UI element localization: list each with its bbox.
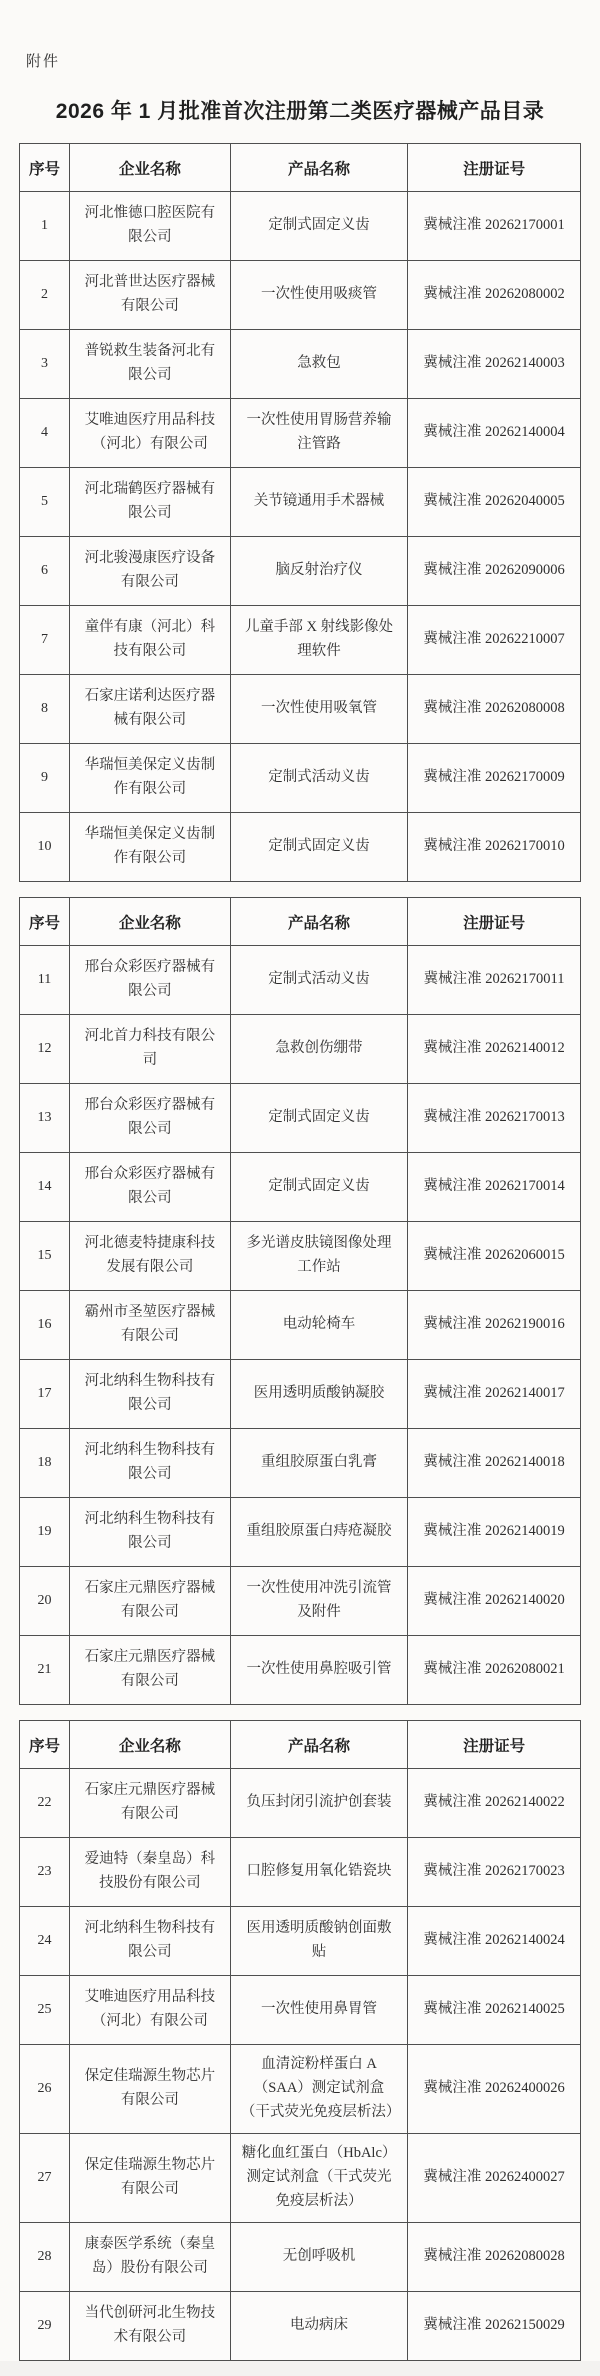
product-cell: 急救创伤绷带 xyxy=(230,1015,407,1084)
cert-cell: 冀械注准 20262170013 xyxy=(408,1084,581,1153)
product-cell: 负压封闭引流护创套装 xyxy=(230,1769,407,1838)
no-cell: 3 xyxy=(20,330,70,399)
table-row xyxy=(20,2133,581,2222)
table-row xyxy=(20,1567,581,1636)
column-header: 序号 xyxy=(20,1721,70,1769)
no-cell: 26 xyxy=(20,2045,70,2134)
cert-cell: 冀械注准 20262190016 xyxy=(408,1291,581,1360)
table-row xyxy=(20,675,581,744)
cert-cell: 冀械注准 20262140025 xyxy=(408,1976,581,2045)
company-cell: 保定佳瑞源生物芯片有限公司 xyxy=(69,2045,230,2134)
company-cell: 艾唯迪医疗用品科技（河北）有限公司 xyxy=(69,1976,230,2045)
table-row xyxy=(20,1153,581,1222)
table-row xyxy=(20,1498,581,1567)
cert-cell: 冀械注准 20262080021 xyxy=(408,1636,581,1705)
no-cell: 2 xyxy=(20,261,70,330)
product-cell: 一次性使用鼻胃管 xyxy=(230,1976,407,2045)
cert-cell: 冀械注准 20262140004 xyxy=(408,399,581,468)
cert-cell: 冀械注准 20262140022 xyxy=(408,1769,581,1838)
product-cell: 电动病床 xyxy=(230,2291,407,2360)
attachment-label: 附件 xyxy=(26,53,61,70)
product-cell: 定制式固定义齿 xyxy=(230,192,407,261)
cert-cell: 冀械注准 20262080008 xyxy=(408,675,581,744)
no-cell: 13 xyxy=(20,1084,70,1153)
no-cell: 18 xyxy=(20,1429,70,1498)
product-cell: 定制式固定义齿 xyxy=(230,813,407,882)
product-cell: 一次性使用鼻腔吸引管 xyxy=(230,1636,407,1705)
registry-table-2 xyxy=(19,897,581,1705)
cert-cell: 冀械注准 20262060015 xyxy=(408,1222,581,1291)
company-cell: 华瑞恒美保定义齿制作有限公司 xyxy=(69,744,230,813)
cert-cell: 冀械注准 20262170001 xyxy=(408,192,581,261)
cert-cell: 冀械注准 20262150029 xyxy=(408,2291,581,2360)
product-cell: 定制式活动义齿 xyxy=(230,946,407,1015)
cert-cell: 冀械注准 20262140012 xyxy=(408,1015,581,1084)
table-row xyxy=(20,1291,581,1360)
column-header: 序号 xyxy=(20,144,70,192)
table-row xyxy=(20,261,581,330)
column-header: 产品名称 xyxy=(230,144,407,192)
column-header: 企业名称 xyxy=(69,1721,230,1769)
column-header: 注册证号 xyxy=(408,1721,581,1769)
table-row xyxy=(20,1769,581,1838)
table-row xyxy=(20,813,581,882)
no-cell: 25 xyxy=(20,1976,70,2045)
company-cell: 康泰医学系统（秦皇岛）股份有限公司 xyxy=(69,2222,230,2291)
company-cell: 河北骏漫康医疗设备有限公司 xyxy=(69,537,230,606)
product-cell: 一次性使用吸痰管 xyxy=(230,261,407,330)
company-cell: 保定佳瑞源生物芯片有限公司 xyxy=(69,2133,230,2222)
product-cell: 口腔修复用氧化锆瓷块 xyxy=(230,1838,407,1907)
column-header: 注册证号 xyxy=(408,144,581,192)
company-cell: 艾唯迪医疗用品科技（河北）有限公司 xyxy=(69,399,230,468)
no-cell: 23 xyxy=(20,1838,70,1907)
table-row xyxy=(20,2045,581,2134)
table-row xyxy=(20,946,581,1015)
table-row xyxy=(20,1084,581,1153)
column-header: 序号 xyxy=(20,898,70,946)
cert-cell: 冀械注准 20262040005 xyxy=(408,468,581,537)
cert-cell: 冀械注准 20262170009 xyxy=(408,744,581,813)
product-cell: 电动轮椅车 xyxy=(230,1291,407,1360)
table-row xyxy=(20,1838,581,1907)
table-row xyxy=(20,606,581,675)
table-row xyxy=(20,1015,581,1084)
table-row xyxy=(20,1636,581,1705)
company-cell: 河北普世达医疗器械有限公司 xyxy=(69,261,230,330)
cert-cell: 冀械注准 20262170011 xyxy=(408,946,581,1015)
table-row xyxy=(20,1976,581,2045)
no-cell: 21 xyxy=(20,1636,70,1705)
company-cell: 河北德麦特捷康科技发展有限公司 xyxy=(69,1222,230,1291)
no-cell: 8 xyxy=(20,675,70,744)
column-header: 注册证号 xyxy=(408,898,581,946)
company-cell: 河北首力科技有限公司 xyxy=(69,1015,230,1084)
header-row xyxy=(20,898,581,946)
company-cell: 河北纳科生物科技有限公司 xyxy=(69,1907,230,1976)
cert-cell: 冀械注准 20262140018 xyxy=(408,1429,581,1498)
table-row xyxy=(20,1429,581,1498)
company-cell: 河北纳科生物科技有限公司 xyxy=(69,1498,230,1567)
company-cell: 河北纳科生物科技有限公司 xyxy=(69,1360,230,1429)
product-cell: 定制式固定义齿 xyxy=(230,1084,407,1153)
product-cell: 医用透明质酸钠创面敷贴 xyxy=(230,1907,407,1976)
product-cell: 多光谱皮肤镜图像处理工作站 xyxy=(230,1222,407,1291)
product-cell: 一次性使用吸氧管 xyxy=(230,675,407,744)
no-cell: 28 xyxy=(20,2222,70,2291)
company-cell: 邢台众彩医疗器械有限公司 xyxy=(69,1153,230,1222)
company-cell: 童伴有康（河北）科技有限公司 xyxy=(69,606,230,675)
table-row xyxy=(20,744,581,813)
company-cell: 华瑞恒美保定义齿制作有限公司 xyxy=(69,813,230,882)
cert-cell: 冀械注准 20262140017 xyxy=(408,1360,581,1429)
cert-cell: 冀械注准 20262080002 xyxy=(408,261,581,330)
product-cell: 急救包 xyxy=(230,330,407,399)
product-cell: 一次性使用冲洗引流管及附件 xyxy=(230,1567,407,1636)
company-cell: 爱迪特（秦皇岛）科技股份有限公司 xyxy=(69,1838,230,1907)
column-header: 企业名称 xyxy=(69,898,230,946)
no-cell: 10 xyxy=(20,813,70,882)
company-cell: 石家庄诺利达医疗器械有限公司 xyxy=(69,675,230,744)
cert-cell: 冀械注准 20262140024 xyxy=(408,1907,581,1976)
cert-cell: 冀械注准 20262140003 xyxy=(408,330,581,399)
cert-cell: 冀械注准 20262080028 xyxy=(408,2222,581,2291)
table-row xyxy=(20,537,581,606)
table-row xyxy=(20,399,581,468)
company-cell: 河北惟德口腔医院有限公司 xyxy=(69,192,230,261)
company-cell: 邢台众彩医疗器械有限公司 xyxy=(69,946,230,1015)
no-cell: 20 xyxy=(20,1567,70,1636)
no-cell: 14 xyxy=(20,1153,70,1222)
company-cell: 当代创研河北生物技术有限公司 xyxy=(69,2291,230,2360)
company-cell: 石家庄元鼎医疗器械有限公司 xyxy=(69,1769,230,1838)
no-cell: 19 xyxy=(20,1498,70,1567)
cert-cell: 冀械注准 20262170023 xyxy=(408,1838,581,1907)
company-cell: 石家庄元鼎医疗器械有限公司 xyxy=(69,1567,230,1636)
column-header: 产品名称 xyxy=(230,898,407,946)
cert-cell: 冀械注准 20262090006 xyxy=(408,537,581,606)
no-cell: 16 xyxy=(20,1291,70,1360)
product-cell: 一次性使用胃肠营养输注管路 xyxy=(230,399,407,468)
no-cell: 11 xyxy=(20,946,70,1015)
no-cell: 1 xyxy=(20,192,70,261)
no-cell: 15 xyxy=(20,1222,70,1291)
no-cell: 12 xyxy=(20,1015,70,1084)
product-cell: 医用透明质酸钠凝胶 xyxy=(230,1360,407,1429)
product-cell: 重组胶原蛋白痔疮凝胶 xyxy=(230,1498,407,1567)
page-title: 2026 年 1 月批准首次注册第二类医疗器械产品目录 xyxy=(55,100,545,123)
no-cell: 27 xyxy=(20,2133,70,2222)
table-row xyxy=(20,1907,581,1976)
product-cell: 重组胶原蛋白乳膏 xyxy=(230,1429,407,1498)
table-row xyxy=(20,1222,581,1291)
table-row xyxy=(20,2222,581,2291)
registry-table-1 xyxy=(19,143,581,882)
product-cell: 儿童手部 X 射线影像处理软件 xyxy=(230,606,407,675)
product-cell: 脑反射治疗仪 xyxy=(230,537,407,606)
product-cell: 关节镜通用手术器械 xyxy=(230,468,407,537)
company-cell: 普锐救生装备河北有限公司 xyxy=(69,330,230,399)
cert-cell: 冀械注准 20262210007 xyxy=(408,606,581,675)
header-row xyxy=(20,1721,581,1769)
no-cell: 22 xyxy=(20,1769,70,1838)
header-row xyxy=(20,144,581,192)
no-cell: 4 xyxy=(20,399,70,468)
registry-table-3 xyxy=(19,1720,581,2361)
cert-cell: 冀械注准 20262400026 xyxy=(408,2045,581,2134)
no-cell: 6 xyxy=(20,537,70,606)
product-cell: 定制式固定义齿 xyxy=(230,1153,407,1222)
table-row xyxy=(20,330,581,399)
table-row xyxy=(20,192,581,261)
company-cell: 石家庄元鼎医疗器械有限公司 xyxy=(69,1636,230,1705)
no-cell: 5 xyxy=(20,468,70,537)
cert-cell: 冀械注准 20262400027 xyxy=(408,2133,581,2222)
no-cell: 24 xyxy=(20,1907,70,1976)
product-cell: 定制式活动义齿 xyxy=(230,744,407,813)
table-row xyxy=(20,468,581,537)
company-cell: 河北纳科生物科技有限公司 xyxy=(69,1429,230,1498)
no-cell: 9 xyxy=(20,744,70,813)
no-cell: 29 xyxy=(20,2291,70,2360)
product-cell: 糖化血红蛋白（HbAlc）测定试剂盒（干式荧光免疫层析法） xyxy=(230,2133,407,2222)
cert-cell: 冀械注准 20262170010 xyxy=(408,813,581,882)
no-cell: 7 xyxy=(20,606,70,675)
cert-cell: 冀械注准 20262170014 xyxy=(408,1153,581,1222)
company-cell: 霸州市圣堃医疗器械有限公司 xyxy=(69,1291,230,1360)
product-cell: 无创呼吸机 xyxy=(230,2222,407,2291)
table-row xyxy=(20,1360,581,1429)
company-cell: 河北瑞鹤医疗器械有限公司 xyxy=(69,468,230,537)
cert-cell: 冀械注准 20262140020 xyxy=(408,1567,581,1636)
column-header: 产品名称 xyxy=(230,1721,407,1769)
column-header: 企业名称 xyxy=(69,144,230,192)
no-cell: 17 xyxy=(20,1360,70,1429)
product-cell: 血清淀粉样蛋白 A（SAA）测定试剂盒（干式荧光免疫层析法） xyxy=(230,2045,407,2134)
cert-cell: 冀械注准 20262140019 xyxy=(408,1498,581,1567)
company-cell: 邢台众彩医疗器械有限公司 xyxy=(69,1084,230,1153)
